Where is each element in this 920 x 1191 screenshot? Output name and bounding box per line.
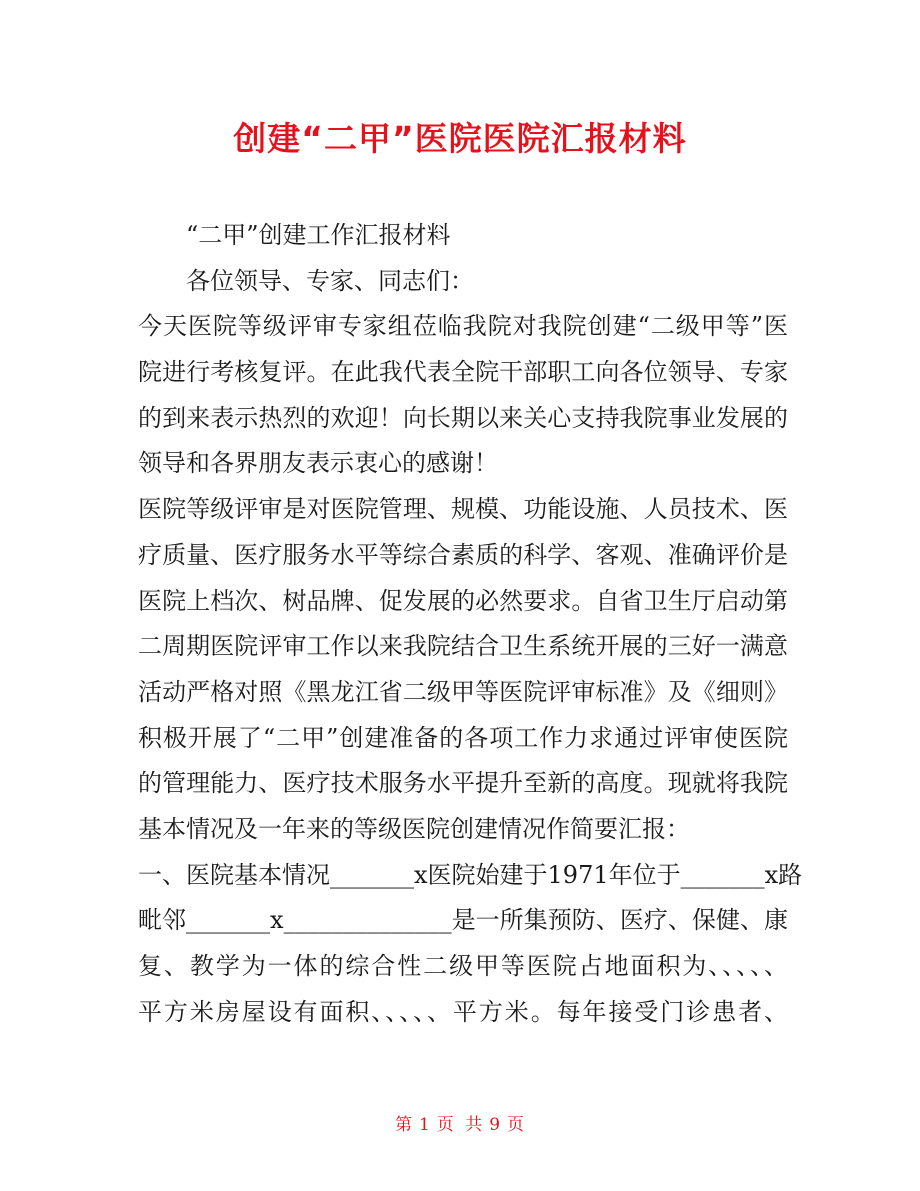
paragraph-line: 院进行考核复评。在此我代表全院干部职工向各位领导、专家 (138, 358, 788, 387)
paragraph-line: 基本情况及一年来的等级医院创建情况作简要汇报： (138, 814, 690, 843)
page-footer (0, 1110, 920, 1135)
paragraph-line: 复、教学为一体的综合性二级甲等医院占地面积为、、、、、 (138, 952, 788, 980)
subtitle-line: “二甲”创建工作汇报材料 (186, 221, 451, 249)
paragraph-line: 一、医院基本情况_______x医院始建于1971年位于_______x路 (138, 860, 803, 889)
footer-page-prefix: 第 (394, 1115, 413, 1135)
paragraph-line: 平方米房屋设有面积、、、、、平方米。每年接受门诊患者、 (138, 997, 788, 1026)
paragraph-line: 毗邻_______x______________是一所集预防、医疗、保健、康 (138, 906, 788, 935)
document-title: 创建“二甲”医院医院汇报材料 (233, 119, 687, 158)
paragraph-line: 二周期医院评审工作以来我院结合卫生系统开展的三好一满意 (138, 632, 788, 661)
paragraph-line: 活动严格对照《黑龙江省二级甲等医院评审标准》及《细则》 (138, 677, 788, 706)
paragraph-line: 积极开展了“二甲”创建准备的各项工作力求通过评审使医院 (138, 723, 788, 752)
paragraph-line: 的管理能力、医疗技术服务水平提升至新的高度。现就将我院 (138, 769, 788, 798)
paragraph-line: 医院上档次、树品牌、促发展的必然要求。自省卫生厅启动第 (138, 586, 788, 615)
footer-page-number: 1 (418, 1115, 431, 1135)
paragraph-line: 的到来表示热烈的欢迎！向长期以来关心支持我院事业发展的 (138, 403, 788, 432)
footer-page-mid: 页 共 (436, 1115, 484, 1135)
document-body (138, 213, 803, 1035)
paragraph-line: 疗质量、医疗服务水平等综合素质的科学、客观、准确评价是 (138, 540, 788, 569)
salutation-line: 各位领导、专家、同志们： (186, 266, 474, 295)
paragraph-line: 医院等级评审是对医院管理、规模、功能设施、人员技术、医 (138, 495, 788, 524)
paragraph-line: 领导和各界朋友表示衷心的感谢！ (138, 449, 498, 478)
footer-page-suffix: 页 (507, 1115, 526, 1135)
paragraph-line: 今天医院等级评审专家组莅临我院对我院创建“二级甲等”医 (138, 312, 788, 341)
footer-page-total: 9 (489, 1115, 502, 1135)
